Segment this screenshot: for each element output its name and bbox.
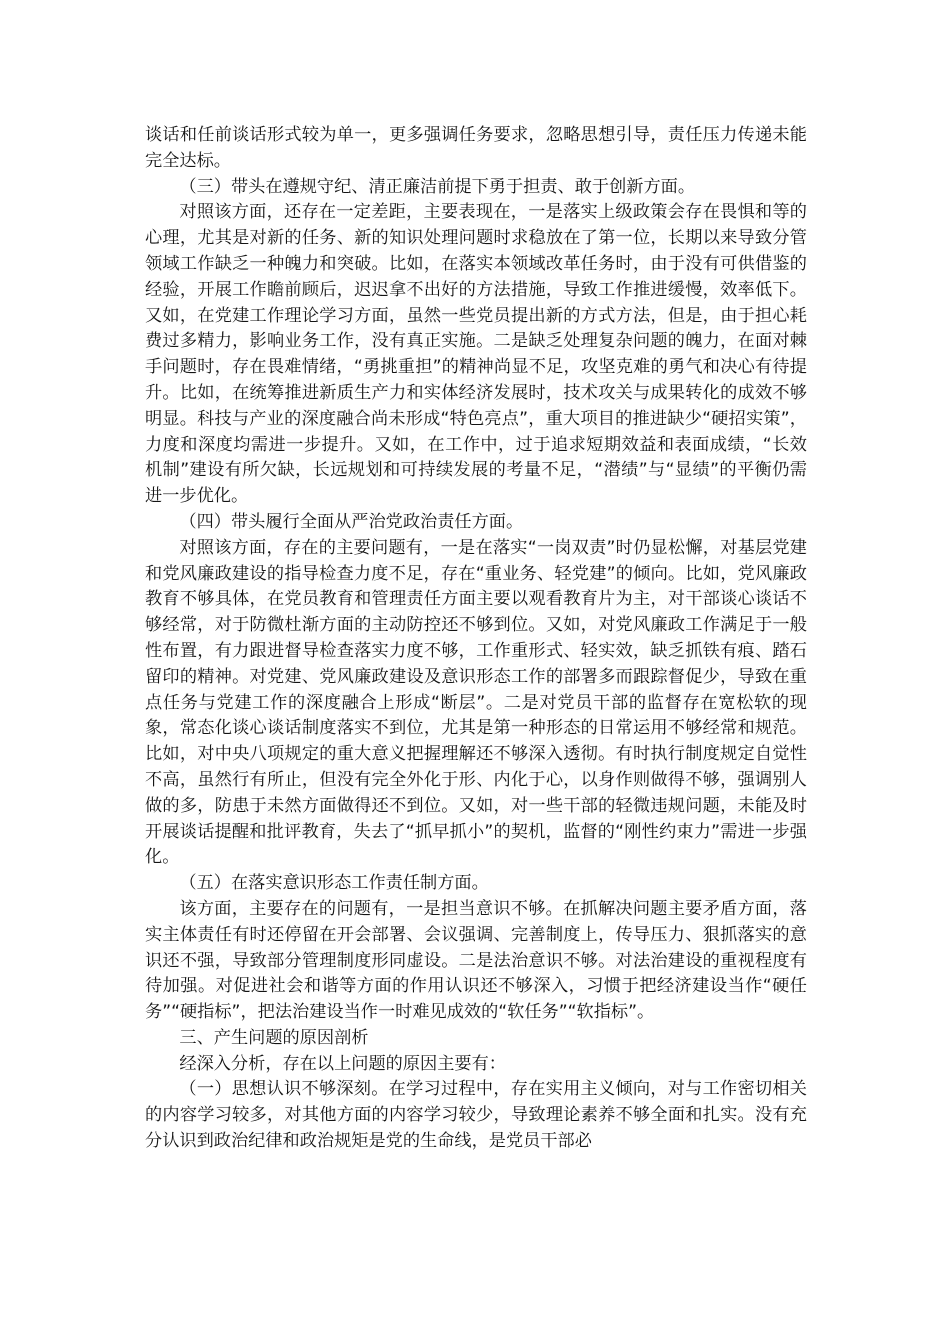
paragraph-body: 对照该方面，还存在一定差距，主要表现在，一是落实上级政策会存在畏惧和等的心理，尤其是对新的任务、新的知识处理问题时求稳放在了第一位，长期以来导致分管领域工作缺乏一种魄力和突破。比如，在落实本领域改革任务时，由于没有可供借鉴的经验，开展工作瞻前顾后，迟迟拿不出好的方法措施，导致工作推进缓慢，效率低下。又如，在党建工作理论学习方面，虽然一些党员提出新的方式方法，但是，由于担心耗费过多精力，影响业务工作，没有真正实施。二是缺乏处理复杂问题的魄力，在面对棘手问题时，存在畏难情绪，“勇挑重担”的精神尚显不足，攻坚克难的勇气和决心有待提升。比如，在统筹推进新质生产力和实体经济发展时，技术攻关与成果转化的成效不够明显。科技与产业的深度融合尚未形成“特色亮点”，重大项目的推进缺少“硬招实策”，力度和深度均需进一步提升。又如，在工作中，过于追求短期效益和表面成绩，“长效机制”建设有所欠缺，长远规划和可持续发展的考量不足，“潜绩”与“显绩”的平衡仍需进一步优化。: [145, 202, 807, 507]
section-heading-4: （四）带头履行全面从严治党政治责任方面。: [179, 511, 524, 532]
paragraph-body: 经深入分析，存在以上问题的原因主要有：: [179, 1053, 506, 1074]
paragraph-body: （一）思想认识不够深刻。在学习过程中，存在实用主义倾向，对与工作密切相关的内容学习较多，对其他方面的内容学习较少，导致理论素养不够全面和扎实。没有充分认识到政治纪律和政治规矩是党的生命线，是党员干部必: [145, 1079, 807, 1152]
document-page: [145, 123, 807, 1155]
section-heading-5: （五）在落实意识形态工作责任制方面。: [179, 873, 489, 894]
paragraph-body: 该方面，主要存在的问题有，一是担当意识不够。在抓解决问题主要矛盾方面，落实主体责任有时还停留在开会部署、会议强调、完善制度上，传导压力、狠抓落实的意识还不强，导致部分管理制度形同虚设。二是法治意识不够。对法治建设的重视程度有待加强。对促进社会和谐等方面的作用认识还不够深入，习惯于把经济建设当作“硬任务”“硬指标”，把法治建设当作一时难见成效的“软任务”“软指标”。: [145, 898, 807, 1023]
chapter-heading-causes: 三、产生问题的原因剖析: [179, 1027, 369, 1048]
paragraph-continued: 谈话和任前谈话形式较为单一，更多强调任务要求，忽略思想引导，责任压力传递未能完全达标。: [145, 125, 807, 171]
paragraph-body: 对照该方面，存在的主要问题有，一是在落实“一岗双责”时仍显松懈，对基层党建和党风廉政建设的指导检查力度不足，存在“重业务、轻党建”的倾向。比如，党风廉政教育不够具体，在党员教育和管理责任方面主要以观看教育片为主，对干部谈心谈话不够经常，对于防微杜渐方面的主动防控还不够到位。又如，对党风廉政工作满足于一般性布置，有力跟进督导检查落实力度不够，工作重形式、轻实效，缺乏抓铁有痕、踏石留印的精神。对党建、党风廉政建设及意识形态工作的部署多而跟踪督促少，导致在重点任务与党建工作的深度融合上形成“断层”。二是对党员干部的监督存在宽松软的现象，常态化谈心谈话制度落实不到位，尤其是第一种形态的日常运用不够经常和规范。比如，对中央八项规定的重大意义把握理解还不够深入透彻。有时执行制度规定自觉性不高，虽然行有所止，但没有完全外化于形、内化于心，以身作则做得不够，强调别人做的多，防患于未然方面做得还不到位。又如，对一些干部的轻微违规问题，未能及时开展谈话提醒和批评教育，失去了“抓早抓小”的契机，监督的“刚性约束力”需进一步强化。: [145, 537, 807, 868]
section-heading-3: （三）带头在遵规守纪、清正廉洁前提下勇于担责、敢于创新方面。: [179, 176, 696, 197]
